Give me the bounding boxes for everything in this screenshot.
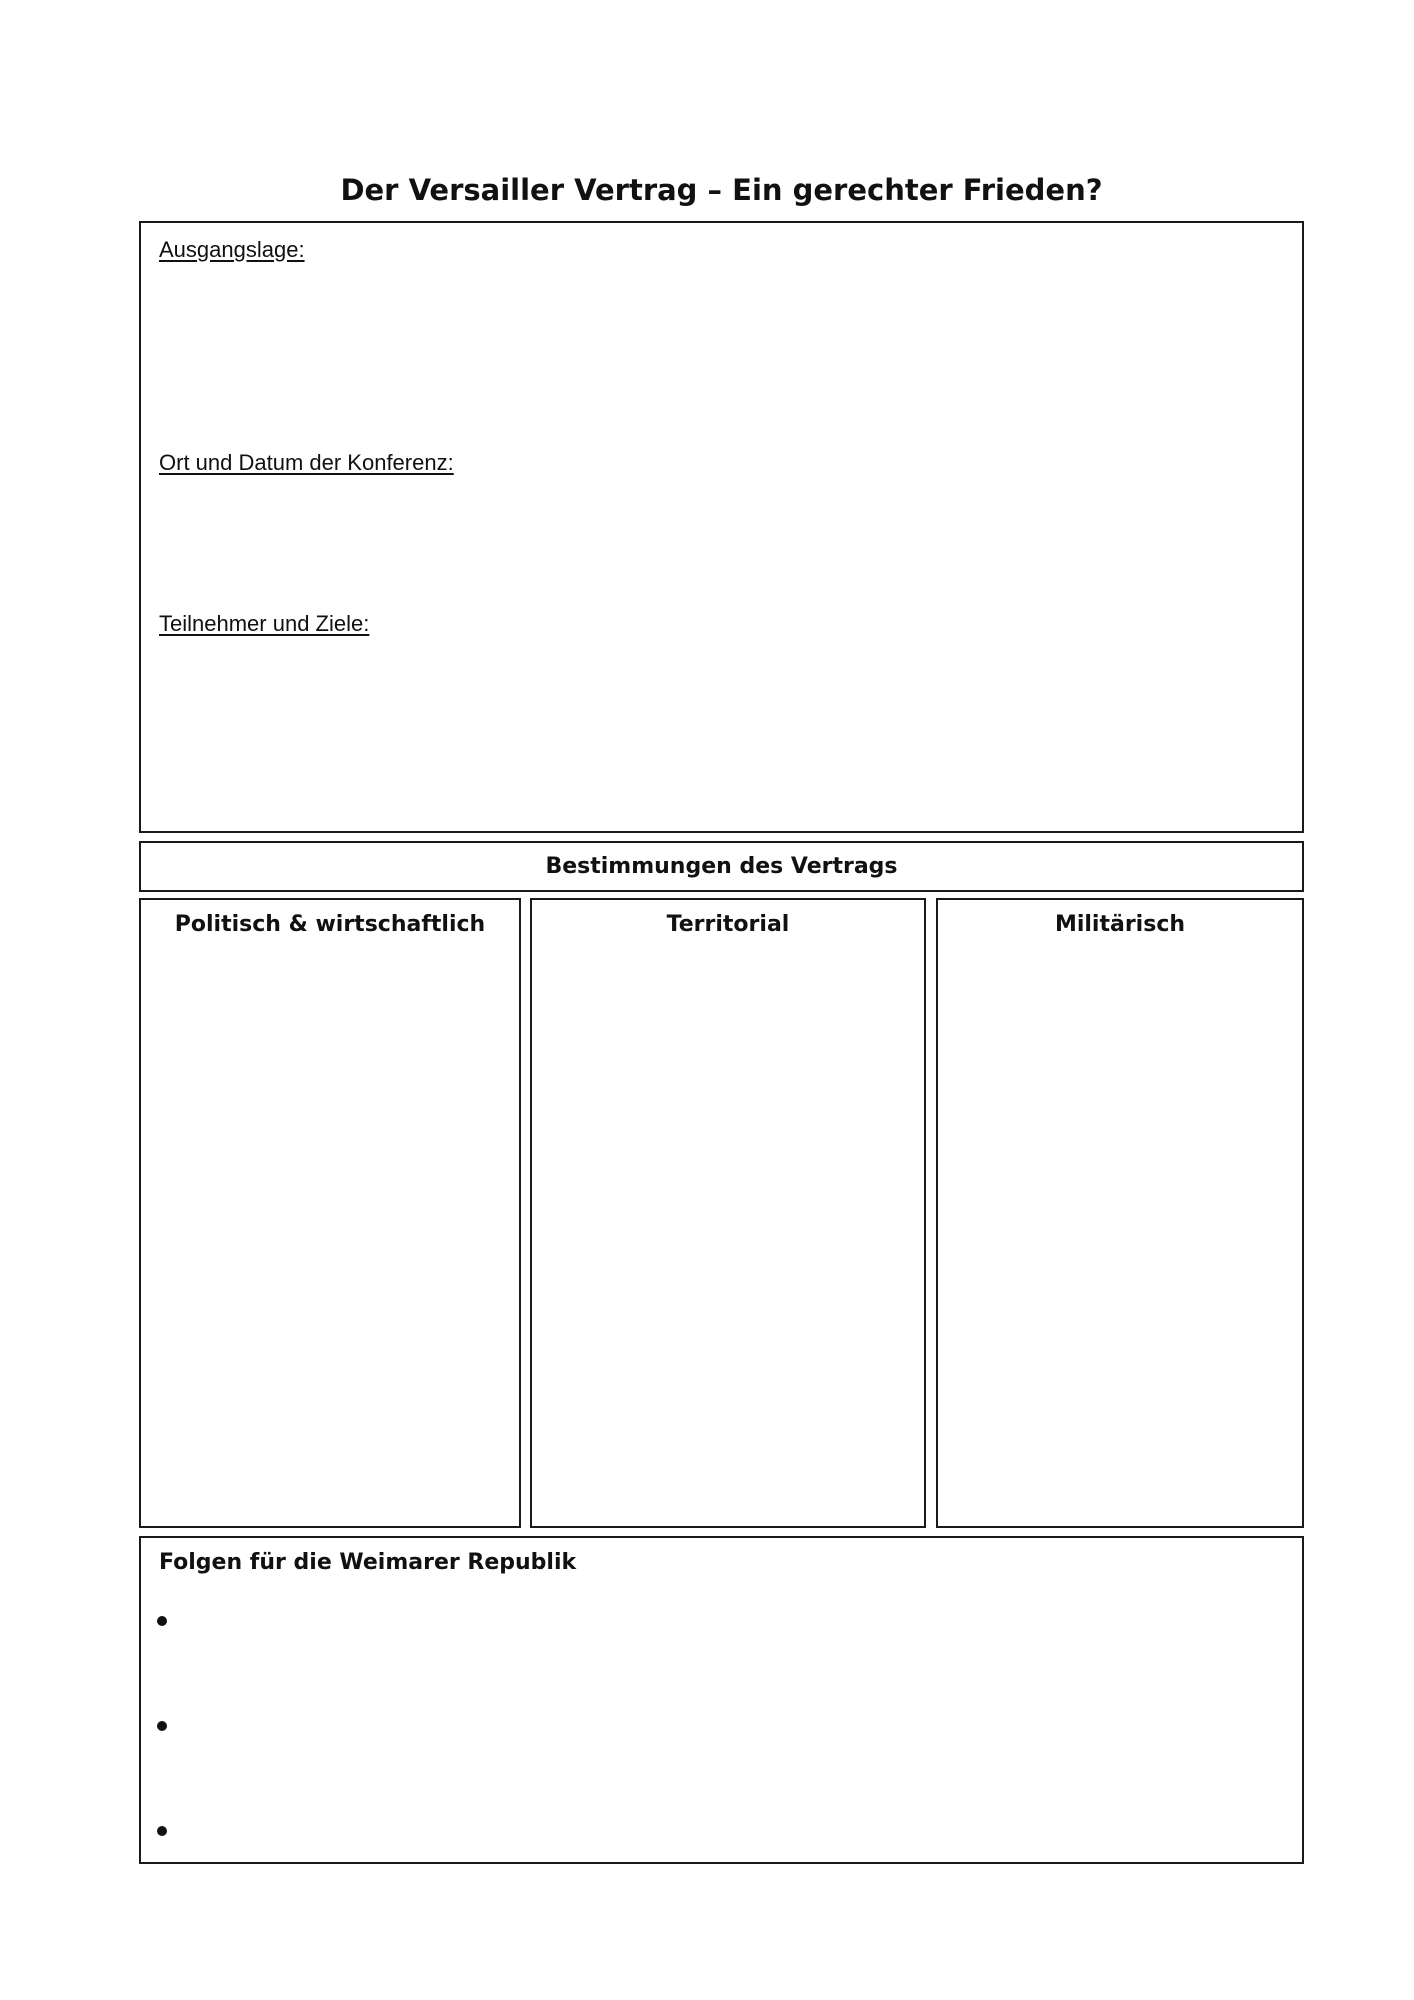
teilnehmer-label: Teilnehmer und Ziele: — [159, 611, 370, 636]
bullet-point-2 — [157, 1721, 167, 1731]
ausgangslage-label: Ausgangslage: — [159, 237, 305, 262]
column-title: Territorial — [666, 912, 790, 937]
column-territorial — [530, 898, 926, 1528]
folgen-title: Folgen für die Weimarer Republik — [159, 1550, 577, 1575]
bullet-point-3 — [157, 1826, 167, 1836]
column-title: Militärisch — [1054, 912, 1186, 937]
folgen-box — [139, 1536, 1304, 1864]
intro-box — [139, 221, 1304, 833]
ort-datum-label: Ort und Datum der Konferenz: — [159, 450, 454, 475]
column-politisch-wirtschaftlich — [139, 898, 521, 1528]
bullet-point-1 — [157, 1616, 167, 1626]
column-militaerisch — [936, 898, 1304, 1528]
bestimmungen-heading: Bestimmungen des Vertrags — [139, 841, 1304, 892]
worksheet-title: Der Versailler Vertrag – Ein gerechter Frieden? — [340, 173, 1103, 207]
column-title: Politisch & wirtschaftlich — [174, 912, 486, 937]
